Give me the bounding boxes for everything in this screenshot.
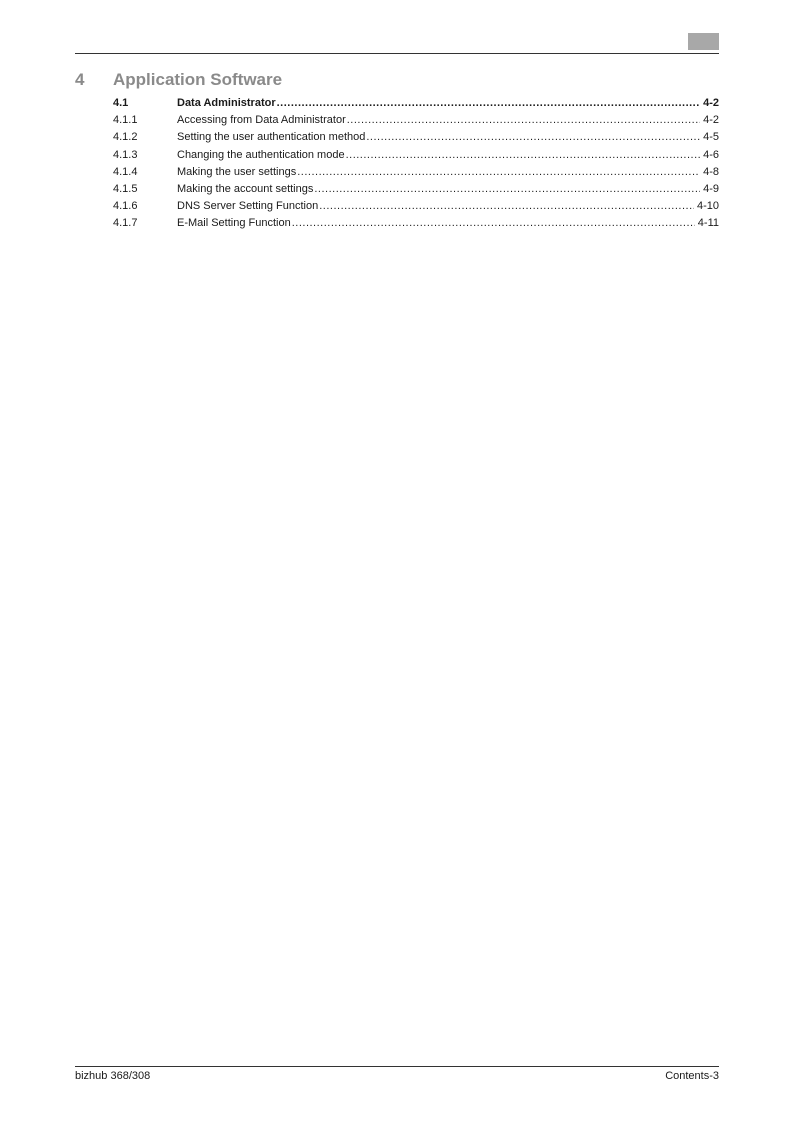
toc-entry[interactable] — [113, 181, 719, 198]
toc-entry-page: 4-11 — [697, 217, 719, 230]
toc-entry-title: E-Mail Setting Function — [177, 217, 291, 230]
toc-entry-page: 4-9 — [703, 182, 719, 195]
toc-entry-title: Changing the authentication mode — [177, 148, 345, 161]
toc-entry[interactable] — [113, 198, 719, 215]
toc-entry-number: 4.1 — [113, 97, 129, 109]
toc-entry[interactable] — [113, 129, 719, 146]
toc-entry[interactable] — [113, 164, 719, 181]
toc-entry-page: 4-5 — [703, 131, 719, 144]
toc-entry-number: 4.1.6 — [113, 200, 138, 213]
toc-entry[interactable] — [113, 95, 719, 112]
footer-page-label: Contents-3 — [665, 1070, 719, 1082]
toc-leader-dots — [297, 164, 700, 181]
toc-leader-dots — [347, 112, 700, 129]
toc-entry-title: Setting the user authentication method — [177, 131, 366, 144]
toc-entry-page: 4-10 — [696, 200, 719, 213]
footer-rule — [75, 1066, 719, 1067]
toc-entry-number: 4.1.1 — [113, 114, 138, 127]
toc-entry-page: 4-2 — [703, 114, 719, 127]
toc-entry-page: 4-6 — [703, 148, 719, 161]
toc-entry-title: DNS Server Setting Function — [177, 200, 319, 213]
toc-entry-title: Making the user settings — [177, 165, 297, 178]
toc-entry-title: Making the account settings — [177, 182, 314, 195]
toc-leader-dots — [319, 198, 694, 215]
toc-leader-dots — [346, 147, 701, 164]
toc-leader-dots — [292, 215, 695, 232]
toc-entry-number: 4.1.2 — [113, 131, 138, 144]
toc-entry-title: Data Administrator — [177, 97, 276, 109]
toc-entry-number: 4.1.7 — [113, 217, 138, 230]
chapter-heading — [75, 70, 719, 92]
toc-entry-title: Accessing from Data Administrator — [177, 114, 346, 127]
table-of-contents — [113, 95, 719, 233]
header-tab-marker — [688, 33, 719, 50]
chapter-title: Application Software — [113, 70, 283, 89]
chapter-number: 4 — [75, 70, 85, 89]
footer-product-name: bizhub 368/308 — [75, 1070, 151, 1082]
toc-leader-dots — [366, 129, 700, 146]
toc-entry-page: 4-8 — [703, 165, 719, 178]
toc-entry[interactable] — [113, 215, 719, 232]
toc-entry-number: 4.1.4 — [113, 165, 138, 178]
toc-leader-dots — [277, 95, 700, 112]
toc-entry[interactable] — [113, 112, 719, 129]
toc-entry-page: 4-2 — [703, 97, 719, 109]
toc-leader-dots — [314, 181, 700, 198]
toc-entry-number: 4.1.5 — [113, 182, 138, 195]
toc-entry[interactable] — [113, 147, 719, 164]
header-rule — [75, 53, 719, 54]
toc-entry-number: 4.1.3 — [113, 148, 138, 161]
